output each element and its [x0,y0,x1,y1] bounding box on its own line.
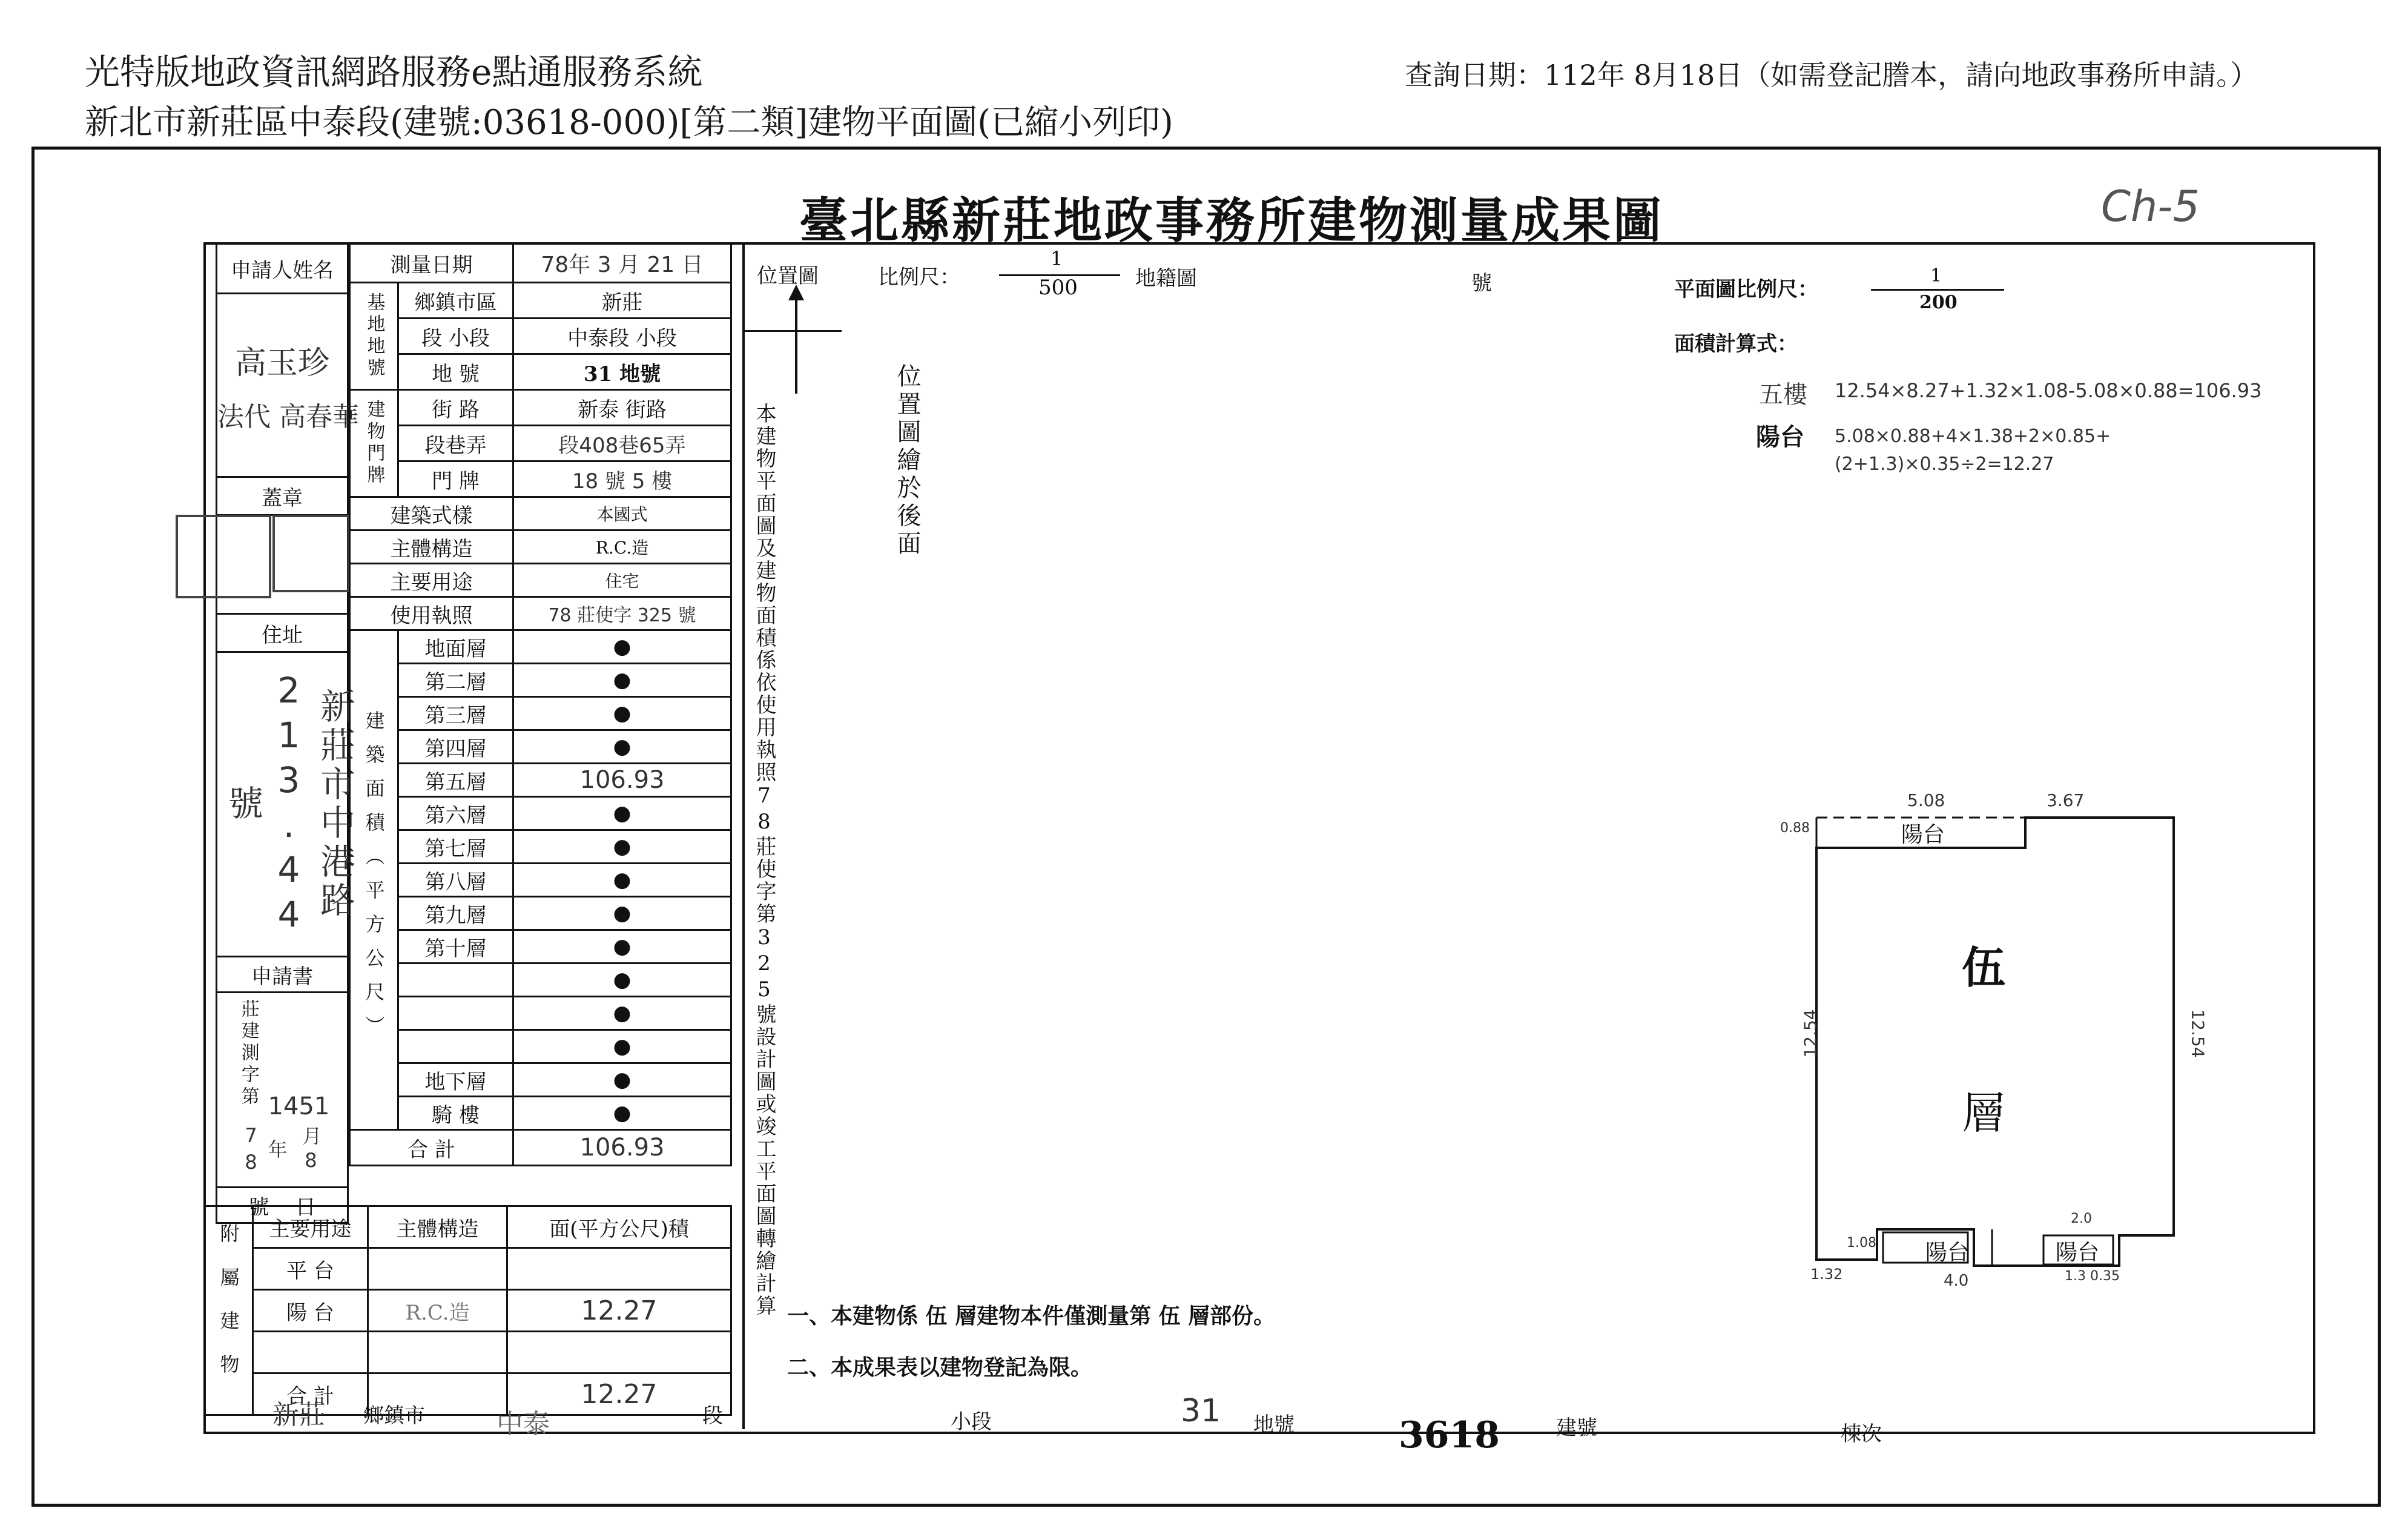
total-value: 106.93 [513,1130,731,1166]
floor-value-6: ● [513,830,731,864]
attached-header-1: 主體構造 [368,1206,507,1248]
base-group-label: 基地地號 [350,283,398,390]
floor-label-2-plan: 層 [1962,1088,2006,1139]
floor-label-7: 第八層 [398,864,513,897]
dim-b-left: 1.32 [1810,1266,1843,1283]
floor-label-11 [398,997,513,1030]
location-scale-num: 1 [1051,247,1063,270]
floor-label-2: 第三層 [398,697,513,730]
area-calc-label: 面積計算式： [1674,332,1798,356]
floor-value-7: ● [513,864,731,897]
dim-top-left: 5.08 [1907,790,1945,810]
info-value-2: 住宅 [513,564,731,597]
page-subtitle: 新北市新莊區中泰段(建號:03618-000)[第二類]建物平面圖(已縮小列印) [85,103,1173,142]
note-2: 二、本成果表以建物登記為限。 [787,1355,1093,1380]
survey-date-label: 測量日期 [350,243,513,283]
bottom-section: 中泰 [496,1409,550,1439]
applicant-value-cell [217,294,359,477]
plan-scale-line [1871,289,2004,291]
app-month: 月8 [299,1126,323,1175]
floor-label-5: 第六層 [398,797,513,830]
bottom-town-label: 鄉鎮市 [363,1404,425,1428]
app-no: 1451 [268,1092,330,1120]
location-divider [745,330,842,332]
bottom-land-label: 地號 [1253,1413,1295,1437]
attached-use-2 [253,1332,368,1373]
floor-label-3: 第四層 [398,730,513,764]
floor-plan-drawing [1810,811,2186,1272]
area-group-label: 建築面積（平方公尺） [350,630,398,1130]
floor-label-13: 地下層 [398,1063,513,1097]
door-value-2: 18 號 5 樓 [513,461,731,497]
bottom-build-no: 3618 [1399,1414,1500,1456]
floor-label-1-plan: 伍 [1962,942,2006,993]
attached-total-label: 合 計 [253,1373,368,1415]
floor-label-1: 第二層 [398,664,513,697]
attached-header-0: 主要用途 [253,1206,368,1248]
agent-value: 法代 高春華 [217,401,359,432]
info-value-0: 本國式 [513,497,731,531]
document-title: 臺北縣新莊地政事務所建物測量成果圖 [799,192,1664,249]
calc2: 5.08×0.88+4×1.38+2×0.85+(2+1.3)×0.35÷2=12.27 [1835,426,2111,475]
address-cell [217,652,355,957]
building-info-table [349,242,732,1166]
bottom-section-label: 段 [702,1404,723,1428]
attached-area-2 [507,1332,731,1373]
calc1-label: 五樓 [1759,381,1807,409]
floor-label-8: 第九層 [398,897,513,930]
application-cell [217,993,348,1188]
floor-value-14: ● [513,1097,731,1130]
base-label-2: 地 號 [398,354,513,390]
calc1: 12.54×8.27+1.32×1.08-5.08×0.88=106.93 [1835,379,2262,402]
system-title: 光特版地政資訊網路服務e點通服務系統 [85,51,703,93]
bottom-subsection-label: 小段 [951,1410,992,1434]
floor-label-12 [398,1030,513,1063]
balcony-bottom-2: 陽台 [2056,1240,2100,1265]
dim-b-right: 1.3 0.35 [2065,1269,2120,1284]
base-value-0: 新莊 [513,283,731,319]
base-value-1: 中泰段 小段 [513,319,731,354]
note-1: 一、本建物係 伍 層建物本件僅測量第 伍 層部份。 [787,1303,1276,1329]
floor-label-4: 第五層 [398,764,513,797]
info-label-2: 主要用途 [350,564,513,597]
floor-value-11: ● [513,997,731,1030]
door-value-1: 段408巷65弄 [513,426,731,461]
floor-value-2: ● [513,697,731,730]
info-label-0: 建築式樣 [350,497,513,531]
door-group-label: 建物門牌 [350,390,398,497]
floor-value-12: ● [513,1030,731,1063]
base-label-1: 段 小段 [398,319,513,354]
floor-label-9: 第十層 [398,930,513,964]
floor-value-13: ● [513,1063,731,1097]
app-day-label: 日 [295,1195,316,1220]
floor-label-6: 第七層 [398,830,513,864]
applicant-label: 申請人姓名 [217,243,348,294]
cadastral-no-label: 號 [1471,271,1492,296]
cadastral-label: 地籍圖 [1135,266,1197,291]
floor-value-3: ● [513,730,731,764]
dim-b-small: 1.08 [1847,1235,1876,1251]
base-value-2: 31 地號 [513,354,731,390]
location-scale-den: 500 [1038,276,1078,300]
door-label-2: 門 牌 [398,461,513,497]
applicant-value: 高玉珍 [234,345,329,382]
address-value: 新莊市中港路 213.44號 [222,670,355,939]
attached-structure-1: R.C.造 [368,1290,507,1332]
attached-group-label: 附屬建物 [205,1206,253,1415]
application-label: 申請書 [217,957,348,993]
attached-structure-0 [368,1248,507,1290]
attached-use-0: 平 台 [253,1248,368,1290]
info-label-3: 使用執照 [350,597,513,630]
app-no-tail: 號 [248,1195,269,1220]
attached-table [203,1205,732,1416]
floor-value-10: ● [513,964,731,997]
attached-area-1: 12.27 [507,1290,731,1332]
bottom-town: 新莊 [272,1400,326,1430]
floor-value-1: ● [513,664,731,697]
base-label-0: 鄉鎮市區 [398,283,513,319]
info-value-3: 78 莊使字 325 號 [513,597,731,630]
attached-use-1: 陽 台 [253,1290,368,1332]
address-label: 住址 [217,614,348,652]
floor-label-10 [398,964,513,997]
door-label-1: 段巷弄 [398,426,513,461]
dim-right: 12.54 [2188,1009,2208,1058]
floor-plan [1810,811,2186,1272]
floor-value-4: 106.93 [513,764,731,797]
plan-scale-num: 1 [1930,265,1942,286]
location-note: 位置圖繪於後面 [893,363,921,558]
info-value-1: R.C.造 [513,531,731,564]
door-value-0: 新泰 街路 [513,390,731,426]
vertical-divider [742,242,745,1429]
dim-r-small: 2.0 [2071,1211,2092,1226]
north-arrow-icon [788,285,804,300]
dim-bottom: 4.0 [1944,1272,1969,1290]
location-map-label: 位置圖 [757,264,819,288]
bottom-land-no: 31 [1181,1393,1221,1429]
calc2-label: 陽台 [1756,423,1804,451]
dim-top-right: 3.67 [2047,790,2085,810]
dim-left: 12.54 [1800,1009,1821,1058]
attached-structure-2 [368,1332,507,1373]
door-label-0: 街 路 [398,390,513,426]
floor-value-5: ● [513,797,731,830]
total-label: 合 計 [350,1130,513,1166]
plan-scale-label: 平面圖比例尺： [1674,277,1818,302]
vertical-note: 本建物平面圖及建物面積係依使用執照78莊使字第325號設計圖或竣工平面圖轉繪計算 [752,403,776,1317]
floor-label-0: 地面層 [398,630,513,664]
attached-header-2: 面(平方公尺)積 [507,1206,731,1248]
seal-stamp-2 [272,515,350,592]
location-scale-label: 比例尺： [878,265,960,289]
floor-label-14: 騎 樓 [398,1097,513,1130]
attached-area-0 [507,1248,731,1290]
dim-top-small: 0.88 [1780,821,1810,836]
seal-label: 蓋章 [217,477,348,515]
balcony-bottom-1: 陽台 [1925,1240,1970,1265]
plan-scale-den: 200 [1919,292,1958,313]
app-no-label: 莊建測字第 [237,999,259,1108]
floor-value-8: ● [513,897,731,930]
applicant-table [216,242,359,1224]
bottom-build-label: 建號 [1556,1416,1597,1440]
app-year: 年78 [239,1124,288,1177]
attached-total-value: 12.27 [507,1373,731,1415]
balcony-top: 陽台 [1901,822,1945,847]
query-date: 查詢日期：112年 8月18日（如需登記謄本，請向地政事務所申請。） [1405,59,2258,91]
info-label-1: 主體構造 [350,531,513,564]
floor-value-9: ● [513,930,731,964]
corner-note: Ch-5 [2101,182,2200,231]
bottom-bldg-label: 棟次 [1841,1422,1882,1446]
location-arrow [795,291,797,394]
survey-date-value: 78年 3 月 21 日 [513,243,731,283]
seal-stamp [176,515,271,598]
floor-value-0: ● [513,630,731,664]
